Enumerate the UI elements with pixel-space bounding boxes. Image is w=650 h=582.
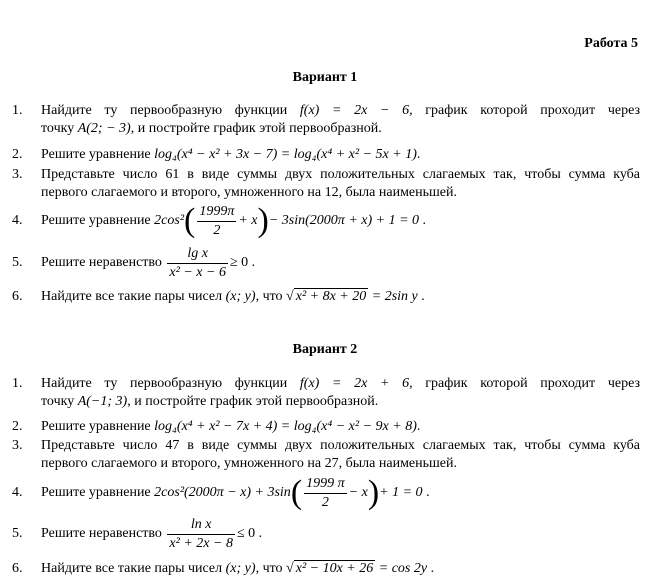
v2-task-1-line-2: точку A(−1; 3), и постройте график этой первообразной. (41, 394, 379, 409)
v2-sin-fraction: $\frac{1999 \pi}{2}$ (306, 475, 345, 510)
v2-inequality-fraction: $\frac{\text{ln x}}{\text{x² + 2x − 8}}$ (169, 516, 233, 551)
v1-sqrt: √ x² + 8x + 20 (286, 289, 367, 304)
v2-task-4: 4. Решите уравнение 2cos²(2000π − x) + 3sin ( $\frac{1999 \pi}{2}$ − x ) + 1 = 0 . (12, 474, 430, 511)
v1-point: A(2; − 3) (77, 121, 131, 136)
v1-task-1-line-1: Найдите ту первообразную функции f(x) = 2x − 6, график которой проходит через (41, 103, 641, 118)
v2-task-3: 3. Представьте число 47 в виде суммы двух положительных слагаемых так, чтобы сумма куба первого слагаемого и второго, умноженного на 27, была наименьшей. (12, 438, 640, 471)
v1-log-equation: log₄(x⁴ − x² + 3x − 7) = log₄(x⁴ + x² − 5x + 1) (154, 147, 417, 162)
variant-1-title: Вариант 1 (292, 70, 358, 85)
v2-function: f(x) = 2x + 6, (299, 376, 413, 391)
v1-task-3: 3. Представьте число 61 в виде суммы двух положительных слагаемых так, чтобы сумма куба первого слагаемого и второго, умноженного на 12, была наименьшей. (12, 167, 640, 200)
v2-task-5: 5. Решите неравенство $\frac{\text{ln x}}{\text{x² + 2x − 8}}$ ≤ 0 . (12, 516, 263, 551)
v1-task-1-line-2: точку A(2; − 3), и постройте график этой первообразной. (41, 121, 382, 136)
v2-log-equation: log₄(x⁴ + x² − 7x + 4) = log₄(x⁴ − x² − 9x + 8) (154, 419, 417, 434)
v2-task-1: 1. Найдите ту первообразную функции f(x) = 2x + 6, график которой проходит через точку A(−1; 3), и постройте график этой первообразной. (12, 376, 641, 409)
v2-point: A(−1; 3) (77, 394, 128, 409)
v1-task-1: 1. Найдите ту первообразную функции f(x) = 2x − 6, график которой проходит через точку A(2; − 3), и постройте график этой первообразной. (12, 103, 641, 136)
variant-2-title: Вариант 2 (292, 342, 358, 357)
v2-sqrt: √ x² − 10x + 26 (286, 561, 374, 576)
v1-cos-fraction: $\frac{1999\pi}{2}$ (199, 203, 235, 238)
v1-inequality-fraction: $\frac{\text{lg x}}{\text{x² − x − 6}}$ (169, 245, 226, 280)
v1-task-4: 4. Решите уравнение 2cos² ( $\frac{1999\pi}{2}$ + x ) − 3sin(2000π + x) + 1 = 0 . (12, 202, 427, 239)
v1-task-5: 5. Решите неравенство $\frac{\text{lg x}}{\text{x² − x − 6}}$ ≥ 0 . (12, 245, 256, 280)
v1-function: f(x) = 2x − 6, (299, 103, 413, 118)
v2-task-1-line-1: Найдите ту первообразную функции f(x) = 2x + 6, график которой проходит через (41, 376, 641, 391)
work-title: Работа 5 (584, 36, 638, 51)
